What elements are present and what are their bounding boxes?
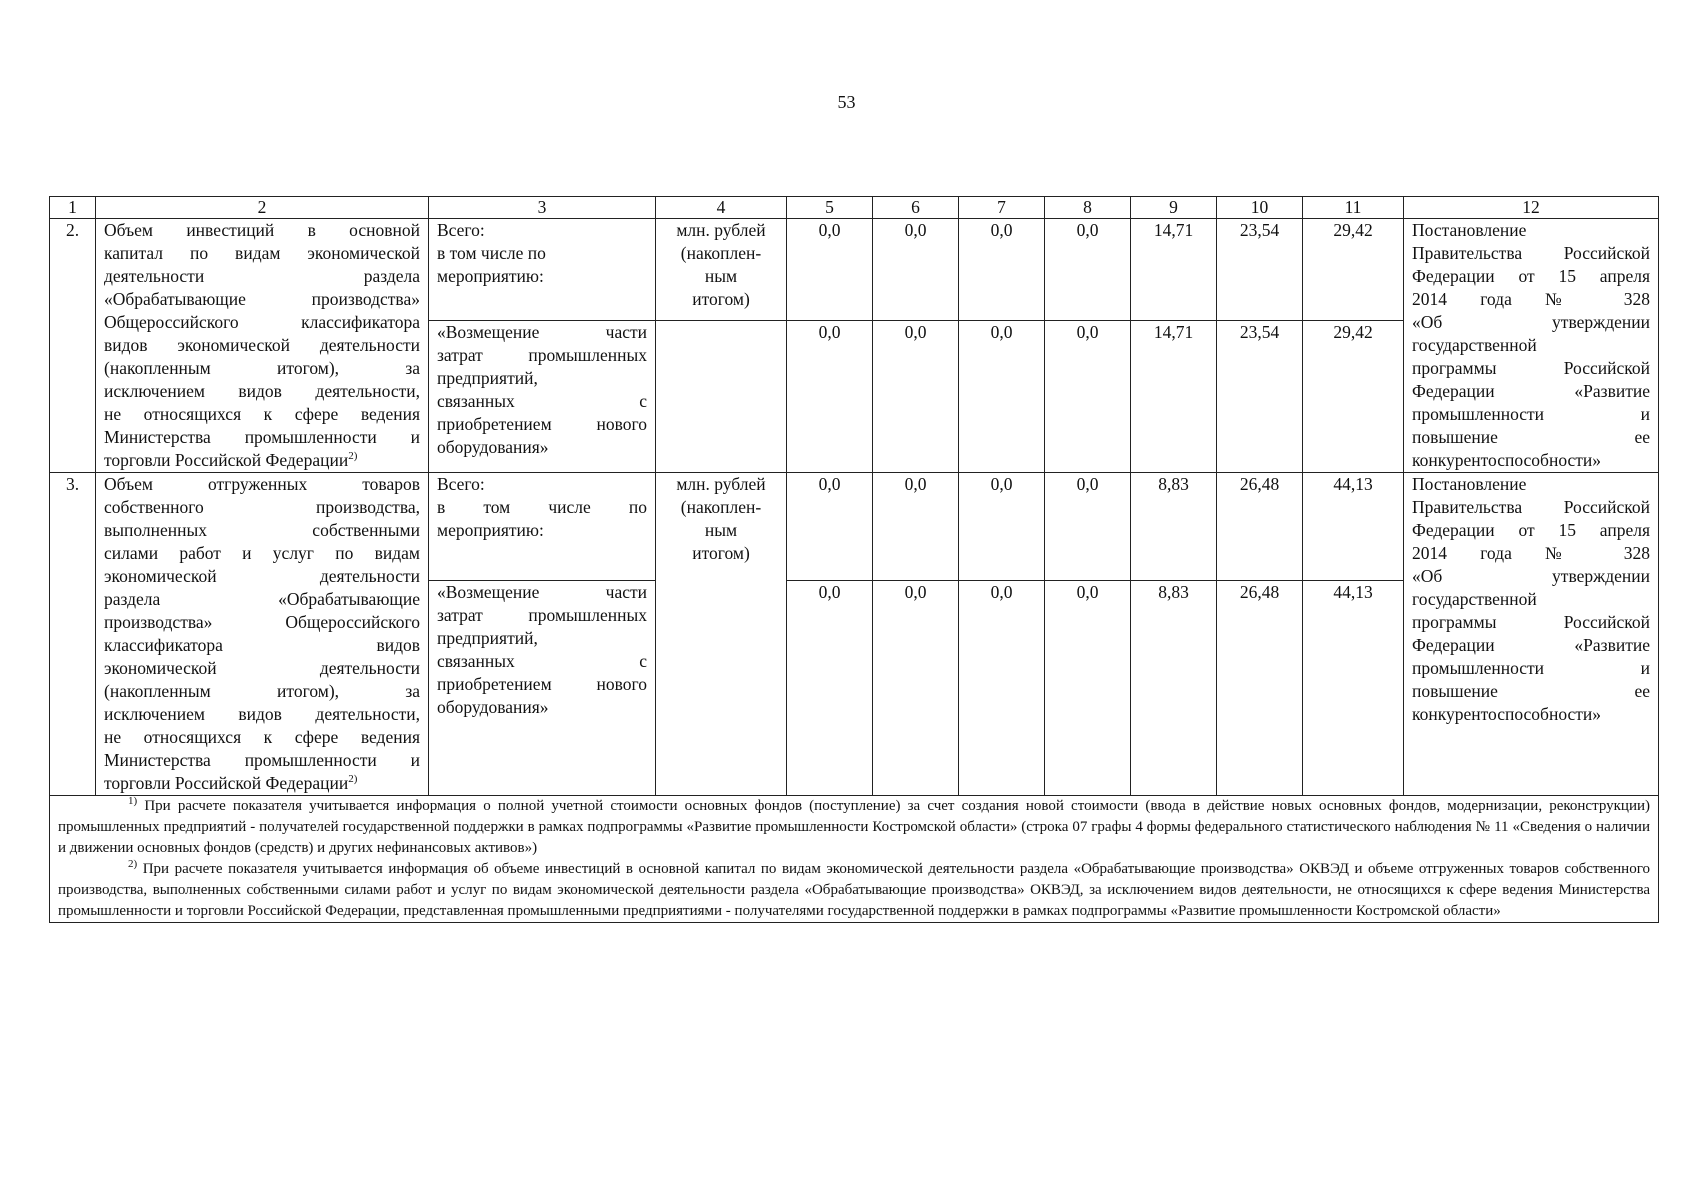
value-cell: 23,54 <box>1217 219 1303 321</box>
basis-line: Правительства Российской <box>1412 497 1650 517</box>
activity-line: связанных с <box>437 651 647 672</box>
value-cell: 0,0 <box>873 473 959 581</box>
indicator-line: Министерства промышленности и <box>104 427 420 447</box>
activity-line: предприятий, <box>437 367 538 388</box>
value-cell: 0,0 <box>959 473 1045 581</box>
value-cell: 0,0 <box>1045 581 1131 796</box>
indicator-name <box>96 473 429 796</box>
basis-line: Федерации «Развитие <box>1412 381 1650 401</box>
footnote-mark: 1) <box>128 795 138 807</box>
activity-line: Всего: <box>437 474 485 494</box>
unit-line: (накоплен- <box>680 243 762 263</box>
footnote-text: При расчете показателя учитывается информация об объеме инвестиций в основной капитал по видам экономической деятельности раздела «Обрабатывающие производства» ОКВЭД и объеме отгруженных товаров собственного производства, выполненных собственными силами работ и услуг по видам экономической деятельности раздела «Обрабатывающие производства» ОКВЭД, за исключением видов деятельности, не относящихся к сфере ведения Министерства промышленности и торговли Российской Федерации, представленная промышленными предприятиями - получателями государственной поддержки в рамках подпрограммы «Развитие промышленности Костромской области» <box>58 861 1650 919</box>
indicator-line: собственного производства, <box>104 497 420 517</box>
value-cell: 29,42 <box>1303 219 1404 321</box>
basis-line: Правительства Российской <box>1412 243 1650 263</box>
footnote-ref: 2) <box>348 450 358 463</box>
value-cell: 0,0 <box>873 320 959 472</box>
unit-line: итогом) <box>692 543 750 563</box>
value-cell: 29,42 <box>1303 320 1404 472</box>
value-cell: 0,0 <box>959 581 1045 796</box>
legal-basis <box>1404 473 1659 796</box>
basis-line: повышение ее <box>1412 427 1650 447</box>
basis-line: государственной <box>1412 589 1537 609</box>
value-cell: 23,54 <box>1217 320 1303 472</box>
footnote-ref: 2) <box>348 773 358 786</box>
basis-line: Постановление <box>1412 220 1527 240</box>
indicator-line: видов экономической деятельности <box>104 335 420 355</box>
indicator-name <box>96 219 429 473</box>
activity-line: в том числе по <box>437 243 546 263</box>
column-number-header: 4 <box>656 197 787 219</box>
basis-line: Федерации «Развитие <box>1412 635 1650 655</box>
column-number-header: 7 <box>959 197 1045 219</box>
column-number-header: 2 <box>96 197 429 219</box>
basis-line: 2014 года № 328 <box>1412 543 1650 563</box>
footnotes-row <box>50 796 1659 923</box>
basis-line: промышленности и <box>1412 404 1650 424</box>
value-cell: 44,13 <box>1303 473 1404 581</box>
column-number-header: 5 <box>787 197 873 219</box>
value-cell: 0,0 <box>787 320 873 472</box>
footnote <box>58 859 1650 922</box>
indicator-line: (накопленным итогом), за <box>104 681 420 701</box>
value-cell: 0,0 <box>787 473 873 581</box>
value-cell: 0,0 <box>1045 473 1131 581</box>
value-cell: 0,0 <box>959 320 1045 472</box>
indicator-line: деятельности раздела <box>104 266 420 286</box>
basis-line: 2014 года № 328 <box>1412 289 1650 309</box>
column-number-header: 8 <box>1045 197 1131 219</box>
unit-of-measure <box>656 473 787 796</box>
basis-line: программы Российской <box>1412 358 1650 378</box>
indicator-line: торговли Российской Федерации$^{2)}$ <box>104 450 358 470</box>
value-cell: 14,71 <box>1131 320 1217 472</box>
indicator-line: не относящихся к сфере ведения <box>104 727 420 747</box>
value-cell: 8,83 <box>1131 581 1217 796</box>
value-cell: 0,0 <box>1045 219 1131 321</box>
value-cell: 0,0 <box>1045 320 1131 472</box>
basis-line: Постановление <box>1412 474 1527 494</box>
indicator-line: производства» Общероссийского <box>104 612 420 632</box>
unit-line: млн. рублей <box>676 220 766 240</box>
indicator-line: Объем инвестиций в основной <box>104 220 420 240</box>
column-number-header: 6 <box>873 197 959 219</box>
indicator-line: «Обрабатывающие производства» <box>104 289 420 309</box>
unit-line: ным <box>704 520 738 540</box>
activity-line: оборудования» <box>437 436 549 457</box>
value-cell: 26,48 <box>1217 581 1303 796</box>
column-number-header: 3 <box>429 197 656 219</box>
column-number-header: 11 <box>1303 197 1404 219</box>
indicator-line: раздела «Обрабатывающие <box>104 589 420 609</box>
activity-line: «Возмещение части <box>437 321 647 342</box>
value-cell: 44,13 <box>1303 581 1404 796</box>
value-cell: 14,71 <box>1131 219 1217 321</box>
activity-line: приобретением нового <box>437 413 647 434</box>
value-cell: 0,0 <box>959 219 1045 321</box>
row-number: 2. <box>50 219 96 473</box>
activity-line: в том числе по <box>437 497 647 517</box>
activity-measure <box>429 320 656 472</box>
table-row <box>50 473 1659 581</box>
basis-line: программы Российской <box>1412 612 1650 632</box>
basis-line: Федерации от 15 апреля <box>1412 520 1650 540</box>
indicator-line: Министерства промышленности и <box>104 750 420 770</box>
table-row <box>50 219 1659 321</box>
row-number: 3. <box>50 473 96 796</box>
column-number-header: 1 <box>50 197 96 219</box>
activity-line: Всего: <box>437 220 485 240</box>
basis-line: Федерации от 15 апреля <box>1412 266 1650 286</box>
header-row <box>50 197 1659 219</box>
value-cell: 0,0 <box>787 219 873 321</box>
basis-line: «Об утверждении <box>1412 312 1650 332</box>
footnote-text: При расчете показателя учитывается информация о полной учетной стоимости основных фондов (поступление) за счет создания новой стоимости (ввода в действие новых основных фондов, модернизации, реконструкции) промышленных предприятий - получателей государственной поддержки в рамках подпрограммы «Развитие промышленности Костромской области» (строка 07 графы 4 формы федерального статистического наблюдения № 11 «Сведения о наличии и движении основных фондов (средств) и других нефинансовых активов») <box>58 798 1650 856</box>
indicator-line: капитал по видам экономической <box>104 243 420 263</box>
value-cell: 0,0 <box>787 581 873 796</box>
unit-line: (накоплен- <box>680 497 762 517</box>
indicator-line: Общероссийского классификатора <box>104 312 420 332</box>
indicator-line: исключением видов деятельности, <box>104 381 420 401</box>
indicators-table <box>49 196 1659 923</box>
activity-total <box>429 473 656 581</box>
legal-basis <box>1404 219 1659 473</box>
unit-of-measure <box>656 219 787 321</box>
activity-line: «Возмещение части <box>437 582 647 603</box>
activity-line: связанных с <box>437 390 647 411</box>
basis-line: промышленности и <box>1412 658 1650 678</box>
activity-line: мероприятию: <box>437 266 544 286</box>
value-cell: 0,0 <box>873 581 959 796</box>
activity-line: мероприятию: <box>437 520 544 540</box>
footnotes <box>50 796 1659 923</box>
unit-line: млн. рублей <box>676 474 766 494</box>
activity-line: приобретением нового <box>437 674 647 695</box>
indicator-line: исключением видов деятельности, <box>104 704 420 724</box>
activity-line: предприятий, <box>437 628 538 649</box>
column-number-header: 9 <box>1131 197 1217 219</box>
basis-line: конкурентоспособности» <box>1412 704 1602 724</box>
activity-line: оборудования» <box>437 697 549 718</box>
activity-total <box>429 219 656 321</box>
column-number-header: 10 <box>1217 197 1303 219</box>
indicator-line: торговли Российской Федерации$^{2)}$ <box>104 773 358 793</box>
indicator-line: Объем отгруженных товаров <box>104 474 420 494</box>
basis-line: конкурентоспособности» <box>1412 450 1602 470</box>
basis-line: повышение ее <box>1412 681 1650 701</box>
activity-line: затрат промышленных <box>437 605 647 626</box>
unit-line: итогом) <box>692 289 750 309</box>
indicator-line: силами работ и услуг по видам <box>104 543 420 563</box>
value-cell: 0,0 <box>873 219 959 321</box>
footnote <box>58 796 1650 859</box>
unit-of-measure-empty <box>656 320 787 472</box>
basis-line: государственной <box>1412 335 1537 355</box>
unit-line: ным <box>704 266 738 286</box>
indicator-line: не относящихся к сфере ведения <box>104 404 420 424</box>
indicator-line: выполненных собственными <box>104 520 420 540</box>
footnote-mark: 2) <box>128 858 138 870</box>
indicator-line: классификатора видов <box>104 635 420 655</box>
indicator-line: экономической деятельности <box>104 658 420 678</box>
column-number-header: 12 <box>1404 197 1659 219</box>
basis-line: «Об утверждении <box>1412 566 1650 586</box>
page-number: 53 <box>837 92 856 112</box>
value-cell: 8,83 <box>1131 473 1217 581</box>
indicator-line: экономической деятельности <box>104 566 420 586</box>
value-cell: 26,48 <box>1217 473 1303 581</box>
indicator-line: (накопленным итогом), за <box>104 358 420 378</box>
activity-line: затрат промышленных <box>437 344 647 365</box>
activity-measure <box>429 581 656 796</box>
